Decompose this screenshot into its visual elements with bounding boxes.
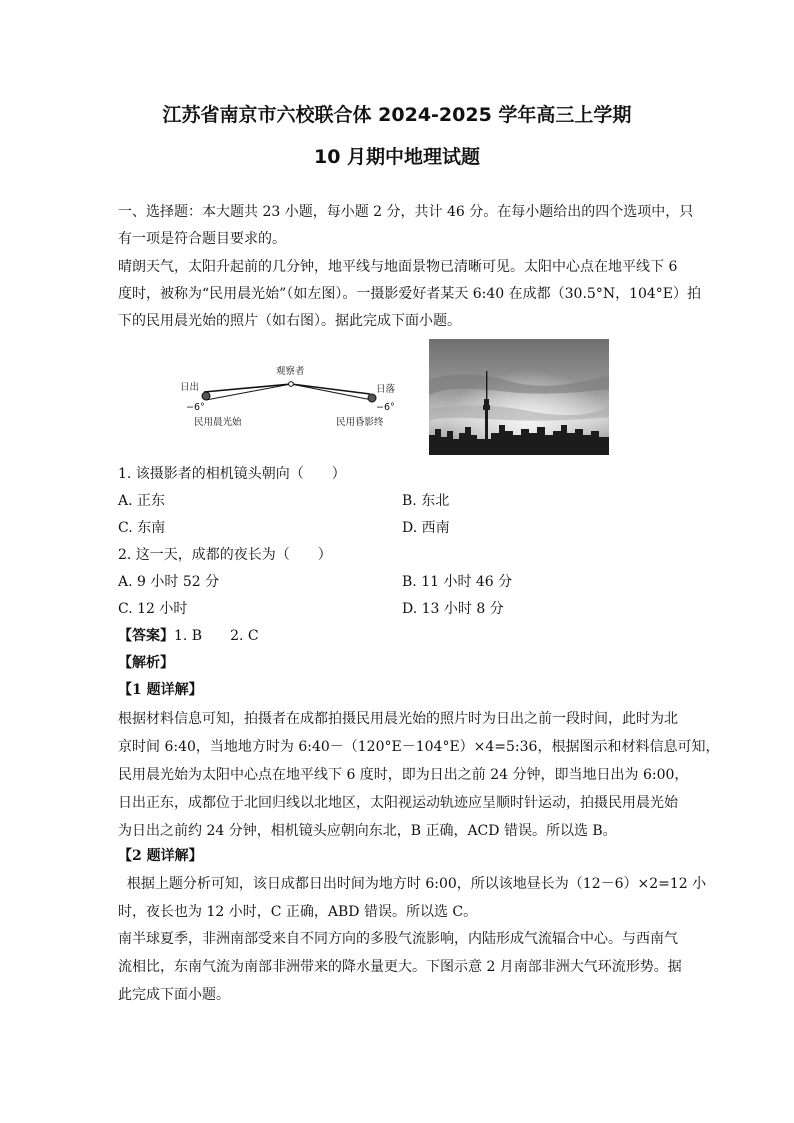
depression-line-left	[206, 384, 291, 400]
detail-line: 为日出之前约 24 分钟，相机镜头应朝向东北，B 正确，ACD 错误。所以选 B。	[118, 823, 617, 839]
angle-left-label: −6°	[186, 402, 205, 413]
dusk-label: 民用昏影终	[336, 417, 384, 428]
title-line-1: 江苏省南京市六校联合体 2024-2025 学年高三上学期	[162, 104, 632, 126]
option-a: A. 正东	[118, 493, 166, 509]
passage-line: 度时，被称为“民用晨光始”（如左图）。一摄影爱好者某天 6:40 在成都（30.5°N，104°E）拍	[118, 286, 702, 302]
twilight-diagram	[176, 362, 402, 434]
option-a: A. 9 小时 52 分	[118, 574, 220, 590]
analysis-label: 【解析】	[118, 655, 174, 671]
passage-line: 晴朗天气，太阳升起前的几分钟，地平线与地面景物已清晰可见。太阳中心点在地平线下 6	[118, 259, 678, 275]
detail-line: 日出正东，成都位于北回归线以北地区，太阳视运动轨迹应呈顺时针运动，拍摄民用晨光始	[118, 795, 678, 811]
answer-text: 1. B 2. C	[174, 628, 259, 644]
detail-line: 时，夜长也为 12 小时，C 正确，ABD 错误。所以选 C。	[118, 904, 478, 920]
q1-detail-label: 【1 题详解】	[118, 682, 203, 698]
sun-rise-icon	[202, 392, 210, 400]
sunset-label: 日落	[376, 384, 396, 395]
question-stem: 1. 该摄影者的相机镜头朝向（ ）	[118, 466, 346, 482]
observer-label: 观察者	[276, 366, 305, 377]
sunrise-label: 日出	[180, 382, 200, 393]
question-stem: 2. 这一天，成都的夜长为（ ）	[118, 547, 332, 563]
passage-line: 南半球夏季，非洲南部受来自不同方向的多股气流影响，内陆形成气流辐合中心。与西南气	[118, 931, 678, 947]
observer-dot	[289, 382, 294, 387]
detail-line: 根据材料信息可知，拍摄者在成都拍摄民用晨光始的照片时为日出之前一段时间，此时为北	[118, 711, 678, 727]
option-b: B. 东北	[402, 493, 450, 509]
passage-line: 下的民用晨光始的照片（如右图）。据此完成下面小题。	[118, 313, 461, 329]
dawn-label: 民用晨光始	[194, 417, 242, 428]
detail-line: 民用晨光始为太阳中心点在地平线下 6 度时，即为日出之前 24 分钟，即当地日出为 6:00，	[118, 767, 689, 783]
q2-detail-label: 【2 题详解】	[118, 848, 203, 864]
skyline-photo	[429, 339, 609, 455]
option-b: B. 11 小时 46 分	[402, 574, 513, 590]
sun-set-icon	[368, 394, 376, 402]
answer-label: 【答案】	[118, 628, 174, 644]
option-d: D. 13 小时 8 分	[402, 601, 504, 617]
detail-line: 京时间 6:40，当地地方时为 6:40－（120°E－104°E）×4=5:36，根据图示和材料信息可知，	[118, 739, 720, 755]
intro-line: 一、选择题：本大题共 23 小题，每小题 2 分，共计 46 分。在每小题给出的四个选项中，只	[118, 204, 694, 220]
passage-line: 此完成下面小题。	[118, 987, 230, 1003]
intro-line: 有一项是符合题目要求的。	[118, 231, 286, 247]
horizon-line-right	[291, 384, 370, 394]
horizon-line-left	[204, 384, 291, 392]
detail-line: 根据上题分析可知，该日成都日出时间为地方时 6:00，所以该地昼长为（12－6）×2=12 小	[118, 876, 707, 892]
option-c: C. 东南	[118, 520, 166, 536]
passage-line: 流相比，东南气流为南部非洲带来的降水量更大。下图示意 2 月南部非洲大气环流形势。据	[118, 959, 682, 975]
option-d: D. 西南	[402, 520, 450, 536]
option-c: C. 12 小时	[118, 601, 188, 617]
angle-right-label: −6°	[376, 402, 395, 413]
answer-line	[118, 626, 259, 646]
title-line-2: 10 月期中地理试题	[313, 146, 481, 168]
